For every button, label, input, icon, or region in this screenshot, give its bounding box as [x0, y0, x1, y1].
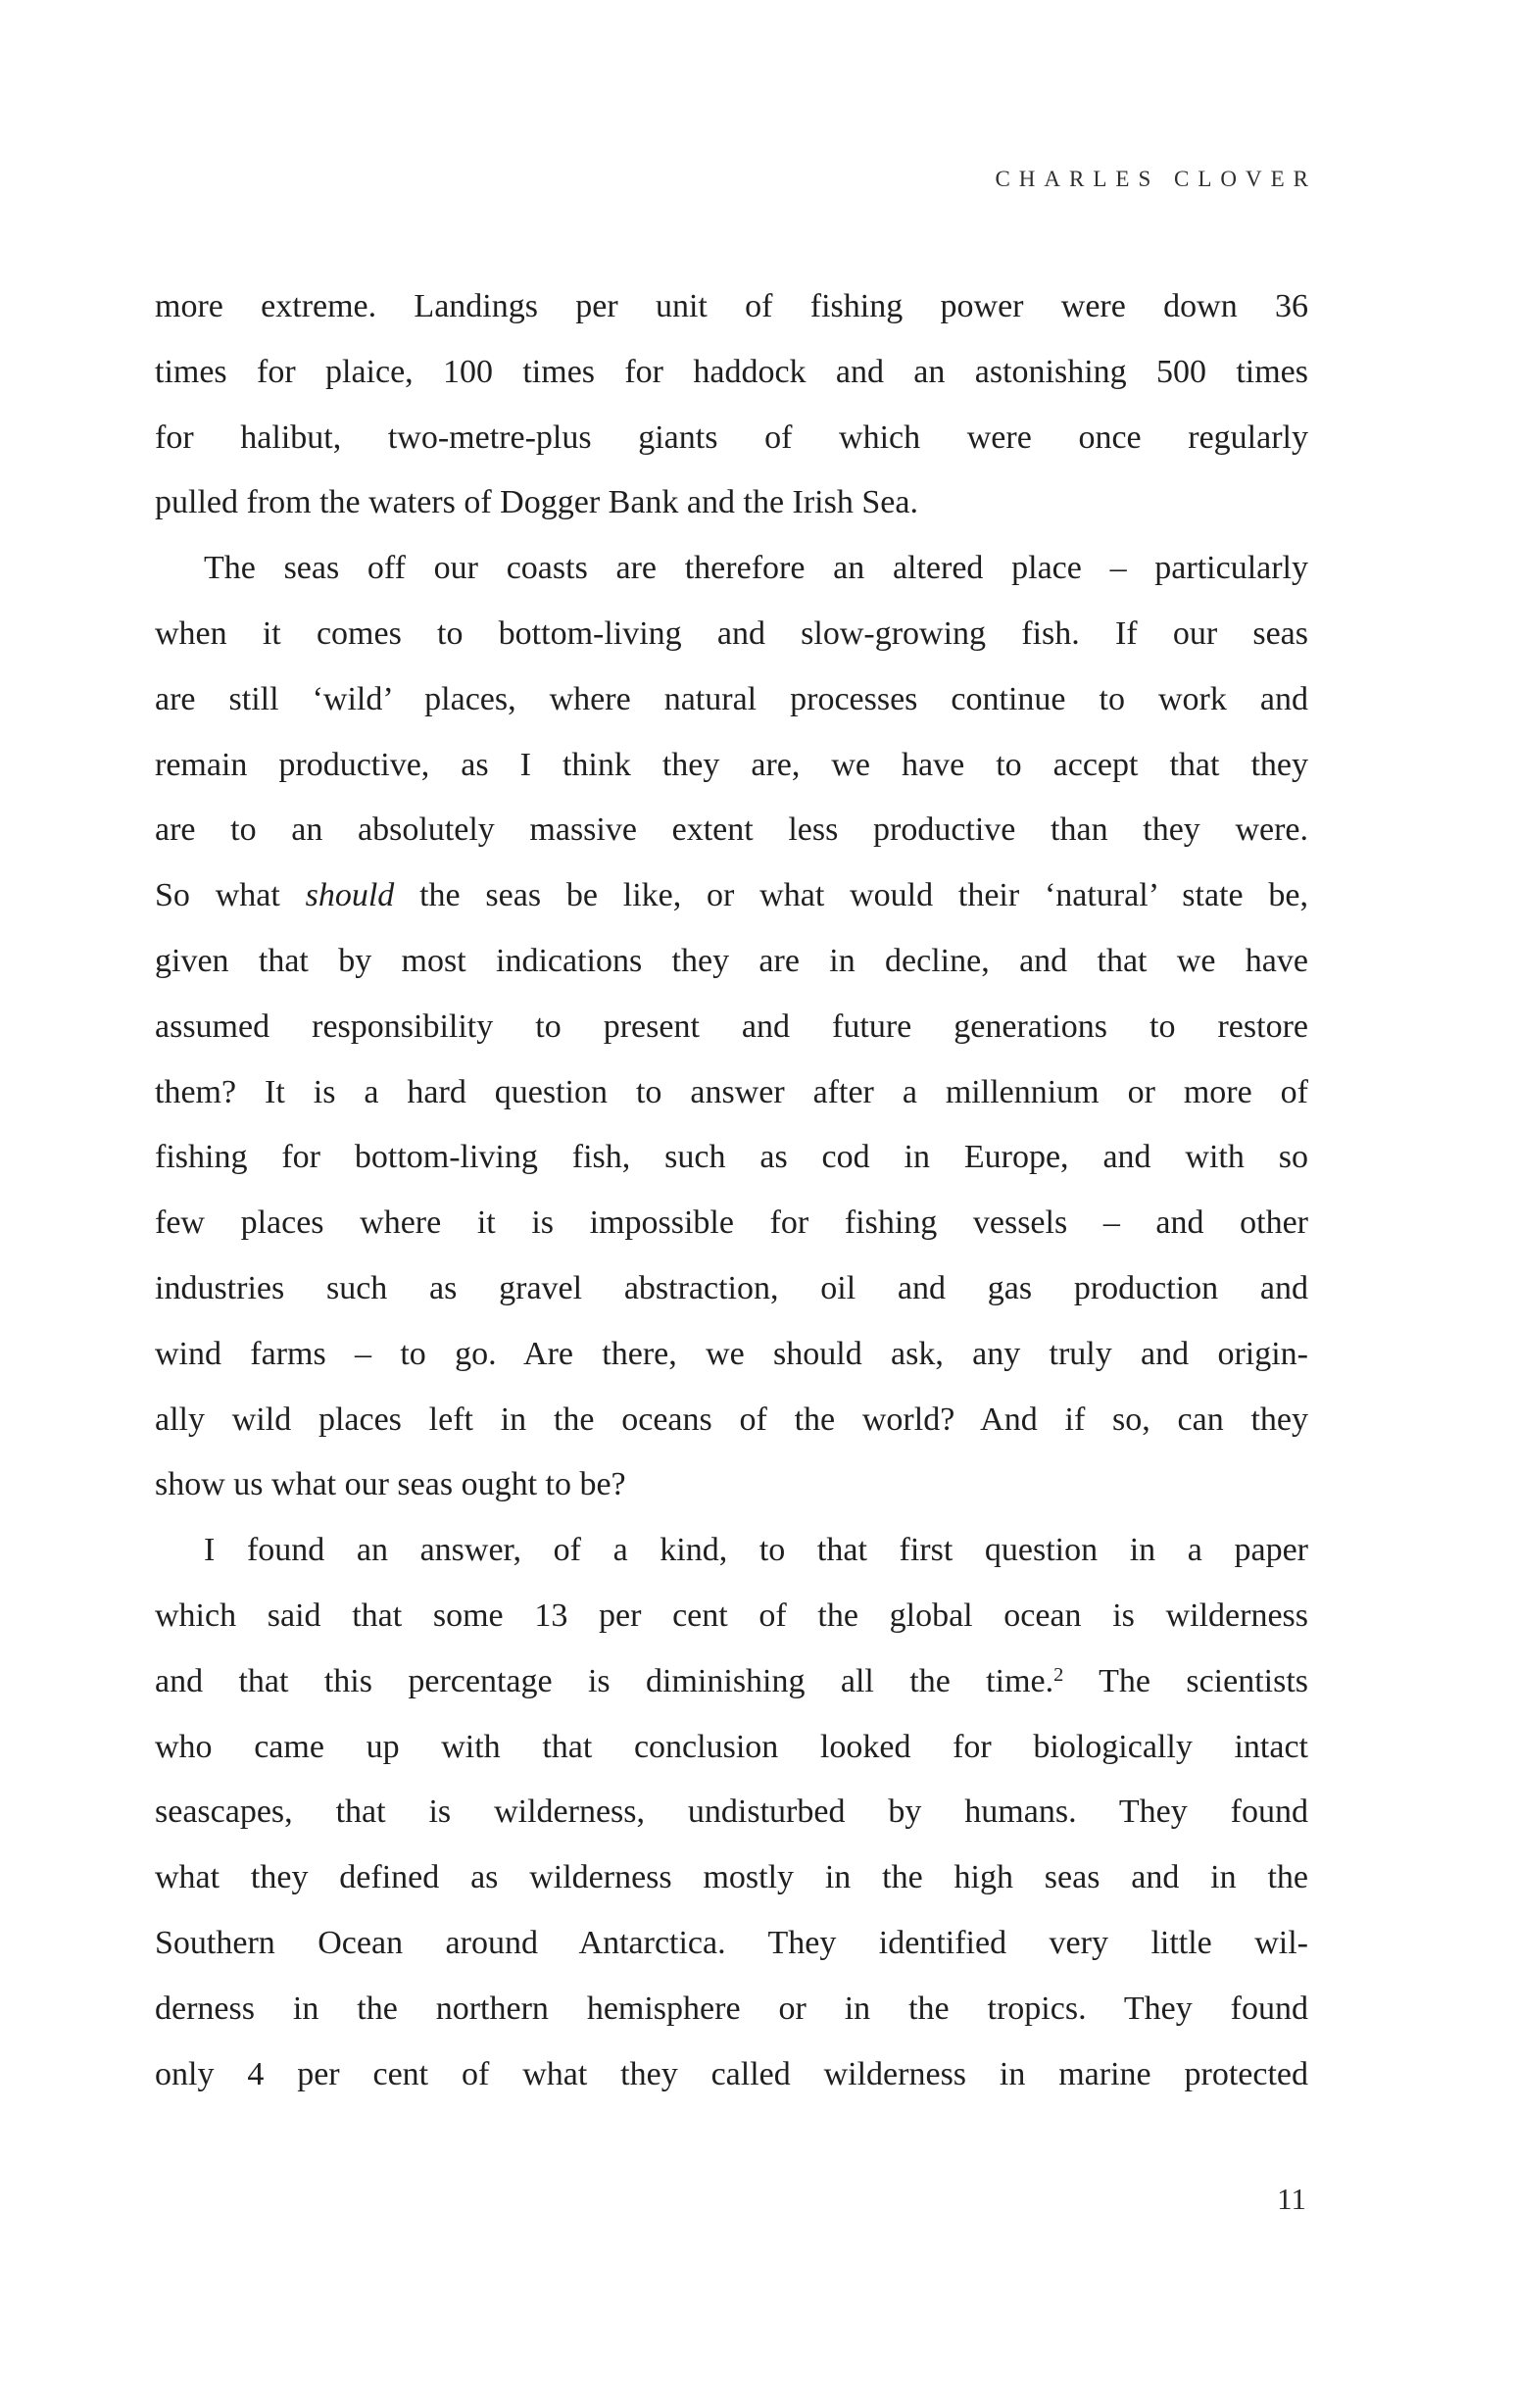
page-number: 11	[1277, 2182, 1306, 2216]
text-line	[155, 863, 1308, 929]
text-segment: So what	[155, 877, 306, 914]
text-segment: which said that some 13 per cent of the global ocean is wilderness	[155, 1597, 1308, 1634]
text-segment: them? It is a hard question to answer after a millennium or more of	[155, 1073, 1308, 1110]
paragraph	[155, 1518, 1308, 2107]
text-segment: times for plaice, 100 times for haddock and an astonishing 500 times	[155, 353, 1308, 390]
text-line	[155, 1452, 1308, 1518]
text-line	[155, 1911, 1308, 1977]
text-line	[155, 1715, 1308, 1781]
text-line	[155, 995, 1308, 1060]
paragraph	[155, 274, 1308, 536]
running-head	[995, 165, 1317, 194]
text-segment: are to an absolutely massive extent less productive than they were.	[155, 811, 1308, 849]
text-block	[155, 274, 1308, 2107]
text-segment: when it comes to bottom-living and slow-growing fish. If our seas	[155, 614, 1308, 652]
text-segment: more extreme. Landings per unit of fishing power were down 36	[155, 288, 1308, 324]
text-segment: should	[305, 877, 395, 914]
text-segment: given that by most indications they are in decline, and that we have	[155, 942, 1308, 979]
text-line	[155, 733, 1308, 799]
text-segment: The seas off our coasts are therefore an altered place – particularly	[204, 550, 1308, 587]
text-segment: wind farms – to go. Are there, we should ask, any truly and origin-	[155, 1335, 1308, 1372]
text-segment: derness in the northern hemisphere or in the tropics. They found	[155, 1990, 1308, 2027]
text-line	[155, 1977, 1308, 2042]
text-segment: what they defined as wilderness mostly in the high seas and in the	[155, 1859, 1308, 1896]
text-segment: few places where it is impossible for fishing vessels – and other	[155, 1204, 1308, 1242]
text-segment: pulled from the waters of Dogger Bank and the Irish Sea.	[155, 484, 918, 521]
text-line	[155, 1584, 1308, 1649]
text-line	[155, 536, 1308, 602]
text-segment: who came up with that conclusion looked for biologically intact	[155, 1728, 1308, 1765]
text-line	[155, 1125, 1308, 1191]
text-line	[155, 929, 1308, 995]
text-line	[155, 1388, 1308, 1453]
text-line	[155, 1256, 1308, 1322]
text-line	[155, 1780, 1308, 1845]
text-line	[155, 667, 1308, 733]
text-line	[155, 1060, 1308, 1126]
text-line	[155, 798, 1308, 863]
text-line	[155, 470, 1308, 536]
text-line	[155, 340, 1308, 406]
text-segment: are still ‘wild’ places, where natural processes continue to work and	[155, 680, 1308, 717]
text-segment: ally wild places left in the oceans of the world? And if so, can they	[155, 1401, 1308, 1438]
text-segment: Southern Ocean around Antarctica. They identified very little wil-	[155, 1924, 1308, 1961]
text-line	[155, 1649, 1308, 1715]
text-line	[155, 406, 1308, 471]
text-segment: seascapes, that is wilderness, undisturbed by humans. They found	[155, 1794, 1308, 1831]
text-segment: I found an answer, of a kind, to that first question in a paper	[204, 1532, 1308, 1569]
paragraph	[155, 536, 1308, 1518]
text-line	[155, 1322, 1308, 1388]
text-line	[155, 2042, 1308, 2108]
text-line	[155, 602, 1308, 667]
text-line	[155, 1518, 1308, 1584]
text-line	[155, 274, 1308, 340]
text-segment: for halibut, two-metre-plus giants of which were once regularly	[155, 418, 1308, 456]
text-segment: the seas be like, or what would their ‘natural’ state be,	[394, 877, 1309, 914]
text-segment: The scientists	[1063, 1662, 1309, 1699]
text-segment: remain productive, as I think they are, we have to accept that they	[155, 746, 1308, 783]
text-line	[155, 1845, 1308, 1911]
text-segment: assumed responsibility to present and future generations to restore	[155, 1007, 1308, 1045]
text-segment: fishing for bottom-living fish, such as cod in Europe, and with so	[155, 1139, 1308, 1176]
footnote-reference: 2	[1053, 1663, 1064, 1686]
text-line	[155, 1191, 1308, 1256]
text-segment: industries such as gravel abstraction, oil and gas production and	[155, 1269, 1308, 1306]
text-segment: show us what our seas ought to be?	[155, 1466, 626, 1503]
text-segment: and that this percentage is diminishing all the time.	[155, 1662, 1054, 1699]
running-head-author: CHARLES CLOVER	[995, 167, 1317, 191]
text-segment: only 4 per cent of what they called wilderness in marine protected	[155, 2055, 1308, 2092]
